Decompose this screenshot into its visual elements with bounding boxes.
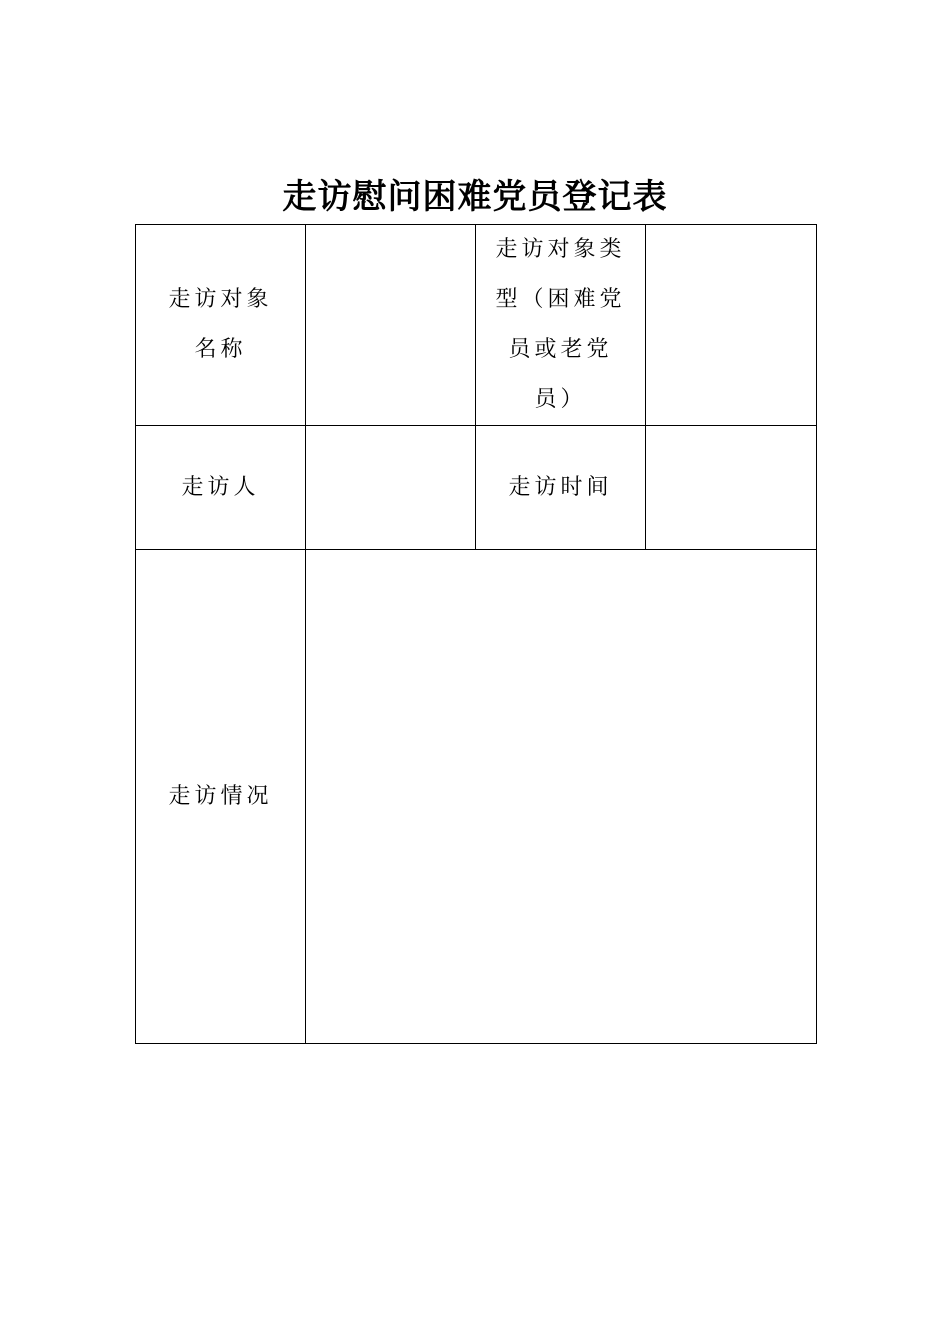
visit-target-type-label: 走访对象类型（困难党员或老党员） [495,237,626,412]
form-row-situation [136,550,817,1044]
form-row-visitor [136,426,817,550]
visit-target-name-field[interactable] [306,225,476,426]
visit-situation-field[interactable] [306,550,817,1044]
document-title: 走访慰问困难党员登记表 [282,177,668,217]
visit-target-name-label-cell [136,225,306,426]
visit-target-type-label-cell [476,225,646,426]
visit-time-field[interactable] [646,426,817,550]
visit-time-label: 走访时间 [508,474,613,500]
visitor-field[interactable] [306,426,476,550]
visitor-label: 走访人 [181,474,260,500]
visit-target-name-label: 走访对象名称 [168,287,273,362]
visit-situation-label: 走访情况 [168,783,273,809]
visit-time-label-cell [476,426,646,550]
form-row-target [136,225,817,426]
visit-situation-label-cell [136,550,306,1044]
registration-form-table [135,224,817,1044]
visitor-label-cell [136,426,306,550]
visit-target-type-field[interactable] [646,225,817,426]
